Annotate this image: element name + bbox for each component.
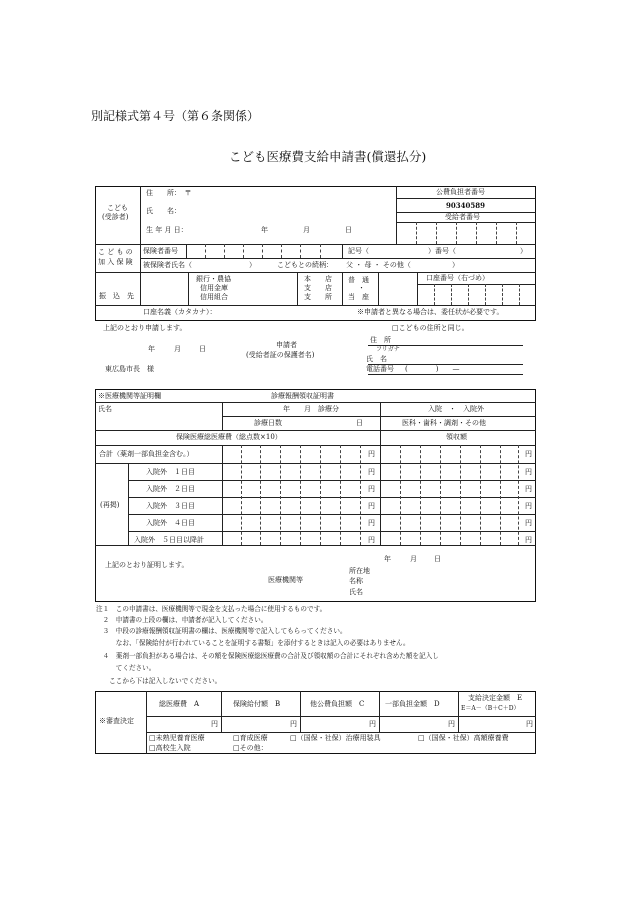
application-statement: 上記のとおり申請します。 (103, 324, 187, 332)
recipient-section-sublabel: (受診者) (102, 213, 129, 221)
name-label: 氏 名： (146, 207, 181, 215)
addressee: 東広島市長 様 (105, 365, 154, 373)
applicant-sublabel: (受給者証の保護者名) (246, 351, 315, 359)
recipient-section-label: こども (107, 204, 128, 212)
address-label: 住 所： 〒 (146, 189, 192, 197)
applicant-name-label: 氏 名 (366, 355, 387, 363)
application-day-label: 日 (199, 345, 206, 353)
birth-month-label: 月 (303, 226, 310, 234)
application-year-label: 年 (148, 345, 155, 353)
applicant-label: 申請者 (276, 341, 297, 349)
review-label: ※審査決定 (99, 717, 134, 725)
receipt-title: 診療報酬領収証明書 (271, 392, 334, 400)
same-address-checkbox[interactable]: □こどもの住所と同じ。 (392, 324, 469, 332)
birth-date-label: 生 年 月 日： (146, 226, 188, 234)
relation-label: こどもとの続柄： (277, 261, 333, 269)
inpatient-outpatient: 入院 ・ 入院外 (428, 405, 484, 413)
other-checkbox[interactable]: □その他： (233, 744, 268, 752)
cert-statement: 上記のとおり証明します。 (105, 561, 189, 569)
account-type-ordinary: 普 通 (348, 276, 369, 284)
patient-name-label: 氏名 (98, 405, 112, 413)
insured-name-label: 被保険者氏名（ (143, 261, 192, 269)
phone-label: 電話番号 (366, 365, 394, 373)
reprint-label: (再掲) (100, 501, 120, 509)
public-payer-number: 90340589 (446, 201, 485, 210)
location-label: 所在地 (349, 567, 370, 575)
total-medical-cost-header: 総医療費 A (159, 700, 200, 708)
divider (396, 198, 536, 199)
divider (342, 244, 343, 258)
recipient-number-label: 受給者番号 (445, 213, 480, 221)
public-payer-label: 公費負担者番号 (436, 188, 485, 196)
insurer-number-label: 保険者番号 (143, 247, 178, 255)
total-cost-label: 保険医療総医療費（総点数×10） (176, 433, 282, 441)
institution-label: 医療機関等 (268, 576, 303, 584)
divider (396, 222, 536, 223)
note-3: ３ 中段の診療報酬領収証明書の欄は、医療機関等で記入してもらってください。 (96, 627, 347, 635)
do-not-fill-note: ここから下は記入しないでください。 (96, 677, 222, 685)
payment-decision-header: 支給決定金額 E (468, 694, 523, 702)
branch-type-1: 本 店 (304, 275, 332, 283)
treatment-device-checkbox[interactable]: □（国保・社保）治療用装具 (290, 734, 381, 742)
symbol-label: 記号（ (348, 247, 369, 255)
insurance-section-label: こ ど も の (98, 248, 133, 256)
department-label: 医科・歯科・調剤・その他 (402, 419, 486, 427)
bank-type-3: 信用組合 (200, 293, 228, 301)
rehabilitation-checkbox[interactable]: □育成医療 (233, 734, 268, 742)
note-4-cont: てください。 (96, 664, 156, 672)
furigana-label: フリガナ (376, 346, 400, 353)
birth-year-label: 年 (261, 226, 268, 234)
medical-section-title: ※医療機関等証明欄 (98, 392, 161, 400)
row-day-1: 入院外 １日目 (146, 468, 195, 476)
total-label: 合計（薬剤一部負担金含む。） (99, 450, 194, 458)
high-cost-care-checkbox[interactable]: □（国保・社保）高額療養費 (418, 734, 509, 742)
account-type-current: 当 座 (348, 293, 369, 301)
note-3-detail: なお、「保険給付が行われていることを証明する書類」を添付するときは記入の必要はありません。 (96, 639, 410, 647)
form-number: 別記様式第４号（第６条関係） (91, 109, 260, 123)
row-day-4: 入院外 ４日目 (146, 519, 195, 527)
insurance-section-sublabel: 加 入 保 険 (98, 258, 133, 266)
divider (140, 186, 141, 305)
account-holder-note: ※申請者と異なる場合は、委任状が必要です。 (357, 308, 504, 316)
row-day-5-plus: 入院外 ５日目以降計 (134, 536, 204, 544)
row-day-3: 入院外 ３日目 (146, 502, 195, 510)
bank-section-label: 振 込 先 (99, 292, 134, 300)
account-number-label: 口座番号（右づめ） (426, 274, 489, 282)
divider (417, 272, 418, 305)
other-public-burden-header: 他公費負担額 C (310, 700, 365, 708)
branch-type-2: 支 店 (304, 284, 332, 292)
divider (140, 258, 536, 259)
institution-name-label: 名称 (349, 577, 363, 585)
cert-year-label: 年 (384, 555, 391, 563)
insurance-benefit-header: 保険給付額 B (233, 700, 281, 708)
phone-field[interactable]: ( ) — (405, 365, 460, 373)
number-label: ）番号（ (428, 247, 456, 255)
premature-infant-checkbox[interactable]: □未熟児養育医療 (149, 734, 205, 742)
application-form-page: 別記様式第４号（第６条関係） こども医療費支給申請書(償還払分) こども (受診者) 住 所： 〒 氏 名： 生 年 月 日： 年 月 日 公費負担者番号 90340589 受給者番号 こ ど も の 加 入 保 険 保険者番号 記号（ ）番号（ ） 被保険者氏名（ ） こどもとの続柄： 父 ・ 母 ・ その他（ ） 振 込 先 銀行・農協 信用金庫 信用組合 本 店 支 店 支 所 ・ 普 通 当 座 口座番号（右づめ） 口座名義（カタカナ）： ※申請者と異なる場合は、委任状が必要です。 上記のとおり申請します。 □こどもの住所と同じ。 年 月 日 申請者 (受給者証の保護者名) 住 所 フリガナ 氏 名 東広島市長 様 電話番号 ( ) — ※医療機関等証明欄 診療報酬領収証明書 氏名 年 月 診療分 入院 ・ 入院外 診療日数 日 医科・歯科・調剤・その他 保険医療総医療費（総点数×10） 領収額 合計（薬剤一部負担金含む。） 円 円 (再掲) 入院外 １日目 入院外 ２日目 入院外 ３日目 入院外 ４日目 入院外 ５日目以降計 円 円 円 円 円 円 円 円 円 円 年 月 日 上記のとおり証明します。 所在地 医療機関等 名称 氏名 注１ この申請書は、医療機関等で現金を支払った場合に使用するものです。 ２ 申請書の上段の欄は、申請者が記入してください。 ３ 中段の診療報酬領収証明書の欄は、医療機関等で記入してもらってください。 なお、「保険給付が行われていることを証明する書類」を添付するときは記入の必要はありません。 ４ 薬剤一部負担がある場合は、その額を保険医療総医療費の合計及び領収額の合計にそれぞれ含めた額を記入し てください。 ここから下は記入しないでください。 ※審査決定 総医療費 A 保険給付額 B 他公費負担額 C 一部負担金額 D 支給決定金額 E E＝A－（B＋C＋D） 円 円 円 円 円 □未熟児養育医療 □育成医療 □（国保・社保）治療用装具 □（国保・社保）高額療養費 □高校生入院 □その他： (0, 0, 630, 903)
note-2: ２ 申請書の上段の欄は、申請者が記入してください。 (96, 616, 268, 624)
row-day-2: 入院外 ２日目 (146, 485, 195, 493)
account-holder-label: 口座名義（カタカナ）： (143, 308, 217, 316)
applicant-address-label: 住 所 (370, 336, 391, 344)
payment-formula: E＝A－（B＋C＋D） (461, 705, 520, 712)
high-school-inpatient-checkbox[interactable]: □高校生入院 (149, 744, 191, 752)
note-4: ４ 薬剤一部負担がある場合は、その額を保険医療総医療費の合計及び領収額の合計にそれぞれ含めた額を記入し (96, 652, 439, 660)
cert-month-label: 月 (410, 555, 417, 563)
divider (95, 272, 536, 273)
treatment-days-label: 診療日数 (254, 419, 282, 427)
receipt-amount-label: 領収額 (446, 433, 467, 441)
branch-type-3: 支 所 (304, 293, 332, 301)
treatment-month-label: 年 月 診療分 (283, 405, 339, 413)
note-1: 注１ この申請書は、医療機関等で現金を支払った場合に使用するものです。 (96, 605, 327, 613)
relation-options: 父 ・ 母 ・ その他（ (346, 261, 411, 269)
person-name-label: 氏名 (349, 588, 363, 596)
cert-day-label: 日 (434, 555, 441, 563)
divider (95, 244, 536, 245)
copay-header: 一部負担金額 D (385, 700, 440, 708)
application-month-label: 月 (174, 345, 181, 353)
bank-type-2: 信用金庫 (200, 284, 228, 292)
birth-day-label: 日 (345, 226, 352, 234)
divider (95, 305, 536, 306)
divider (396, 186, 397, 244)
bank-type-1: 銀行・農協 (196, 275, 231, 283)
divider (186, 244, 187, 258)
page-title: こども医療費支給申請書(償還払分) (229, 149, 427, 164)
